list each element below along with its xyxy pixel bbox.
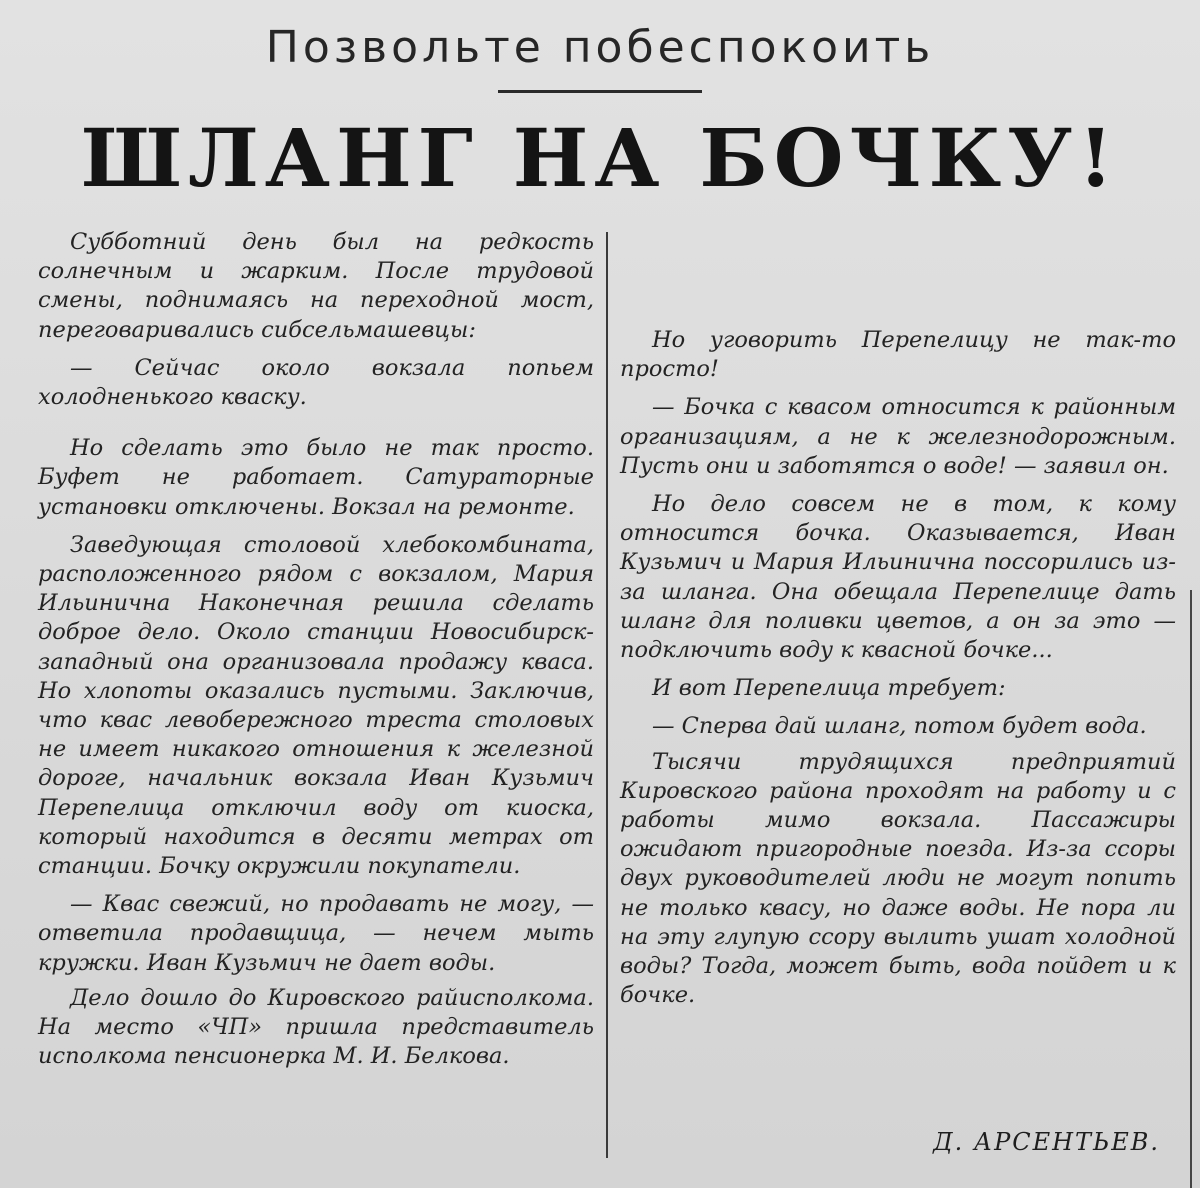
article-paragraph: Заведующая столовой хлебокомбината, расположенного рядом с вокзалом, Мария Ильинична Наконечная решила сделать доброе дело. Около станции Новосибирск-западный она организовала продажу кваса. Но хлопоты оказались пустыми. Заключив, что квас левобережного треста столовых не имеет никакого отношения к железной дороге, начальник вокзала Иван Кузьмич Перепелица отключил воду от киоска, который находится в десяти метрах от станции. Бочку окружили покупатели.	[38, 531, 594, 880]
kicker-rule	[498, 90, 702, 93]
article-paragraph: — Сперва дай шланг, потом будет вода.	[652, 713, 1147, 740]
article-headline: ШЛАНГ НА БОЧКУ!	[80, 111, 1120, 205]
article-column-right	[620, 326, 1176, 1017]
article-kicker: Позвольте побеспокоить	[265, 22, 935, 73]
article-paragraph: Но дело совсем не в том, к кому относится бочка. Оказывается, Иван Кузьмич и Мария Ильинична поссорились из-за шланга. Она обещала Перепелице дать шланг для поливки цветов, а он за это — подключить воду к квасной бочке...	[620, 491, 1176, 664]
article-paragraph: Дело дошло до Кировского райисполкома. На место «ЧП» пришла представитель исполкома пенсионерка М. И. Белкова.	[38, 984, 594, 1070]
page-edge-rule	[1190, 590, 1192, 1188]
article-paragraph: Но уговорить Перепелицу не так-то просто!	[620, 327, 1176, 383]
article-paragraph: Но сделать это было не так просто. Буфет не работает. Сатураторные установки отключены. Вокзал на ремонте.	[38, 435, 594, 520]
article-column-left	[38, 228, 594, 1078]
article-paragraph: И вот Перепелица требует:	[652, 675, 1006, 702]
article-paragraph: — Сейчас около вокзала попьем холодненького кваску.	[38, 354, 594, 411]
article-paragraph: — Бочка с квасом относится к районным организациям, а не к железнодорожным. Пусть они и заботятся о воде! — заявил он.	[620, 394, 1176, 479]
author-signature: Д. АРСЕНТЬЕВ.	[933, 1128, 1160, 1156]
article-paragraph: Субботний день был на редкость солнечным и жарким. После трудовой смены, поднимаясь на переходной мост, переговаривались сибсельмашевцы:	[38, 229, 594, 343]
article-paragraph: Тысячи трудящихся предприятий Кировского района проходят на работу и с работы мимо вокзала. Пассажиры ожидают пригородные поезда. Из-за ссоры двух руководителей люди не могут попить не только квасу, но даже воды. Не пора ли на эту глупую ссору вылить ушат холодной воды? Тогда, может быть, вода пойдет и к бочке.	[620, 748, 1176, 1009]
column-divider	[606, 232, 608, 1158]
article-paragraph: — Квас свежий, но продавать не могу, — ответила продавщица, — нечем мыть кружки. Иван Кузьмич не дает воды.	[38, 891, 594, 976]
